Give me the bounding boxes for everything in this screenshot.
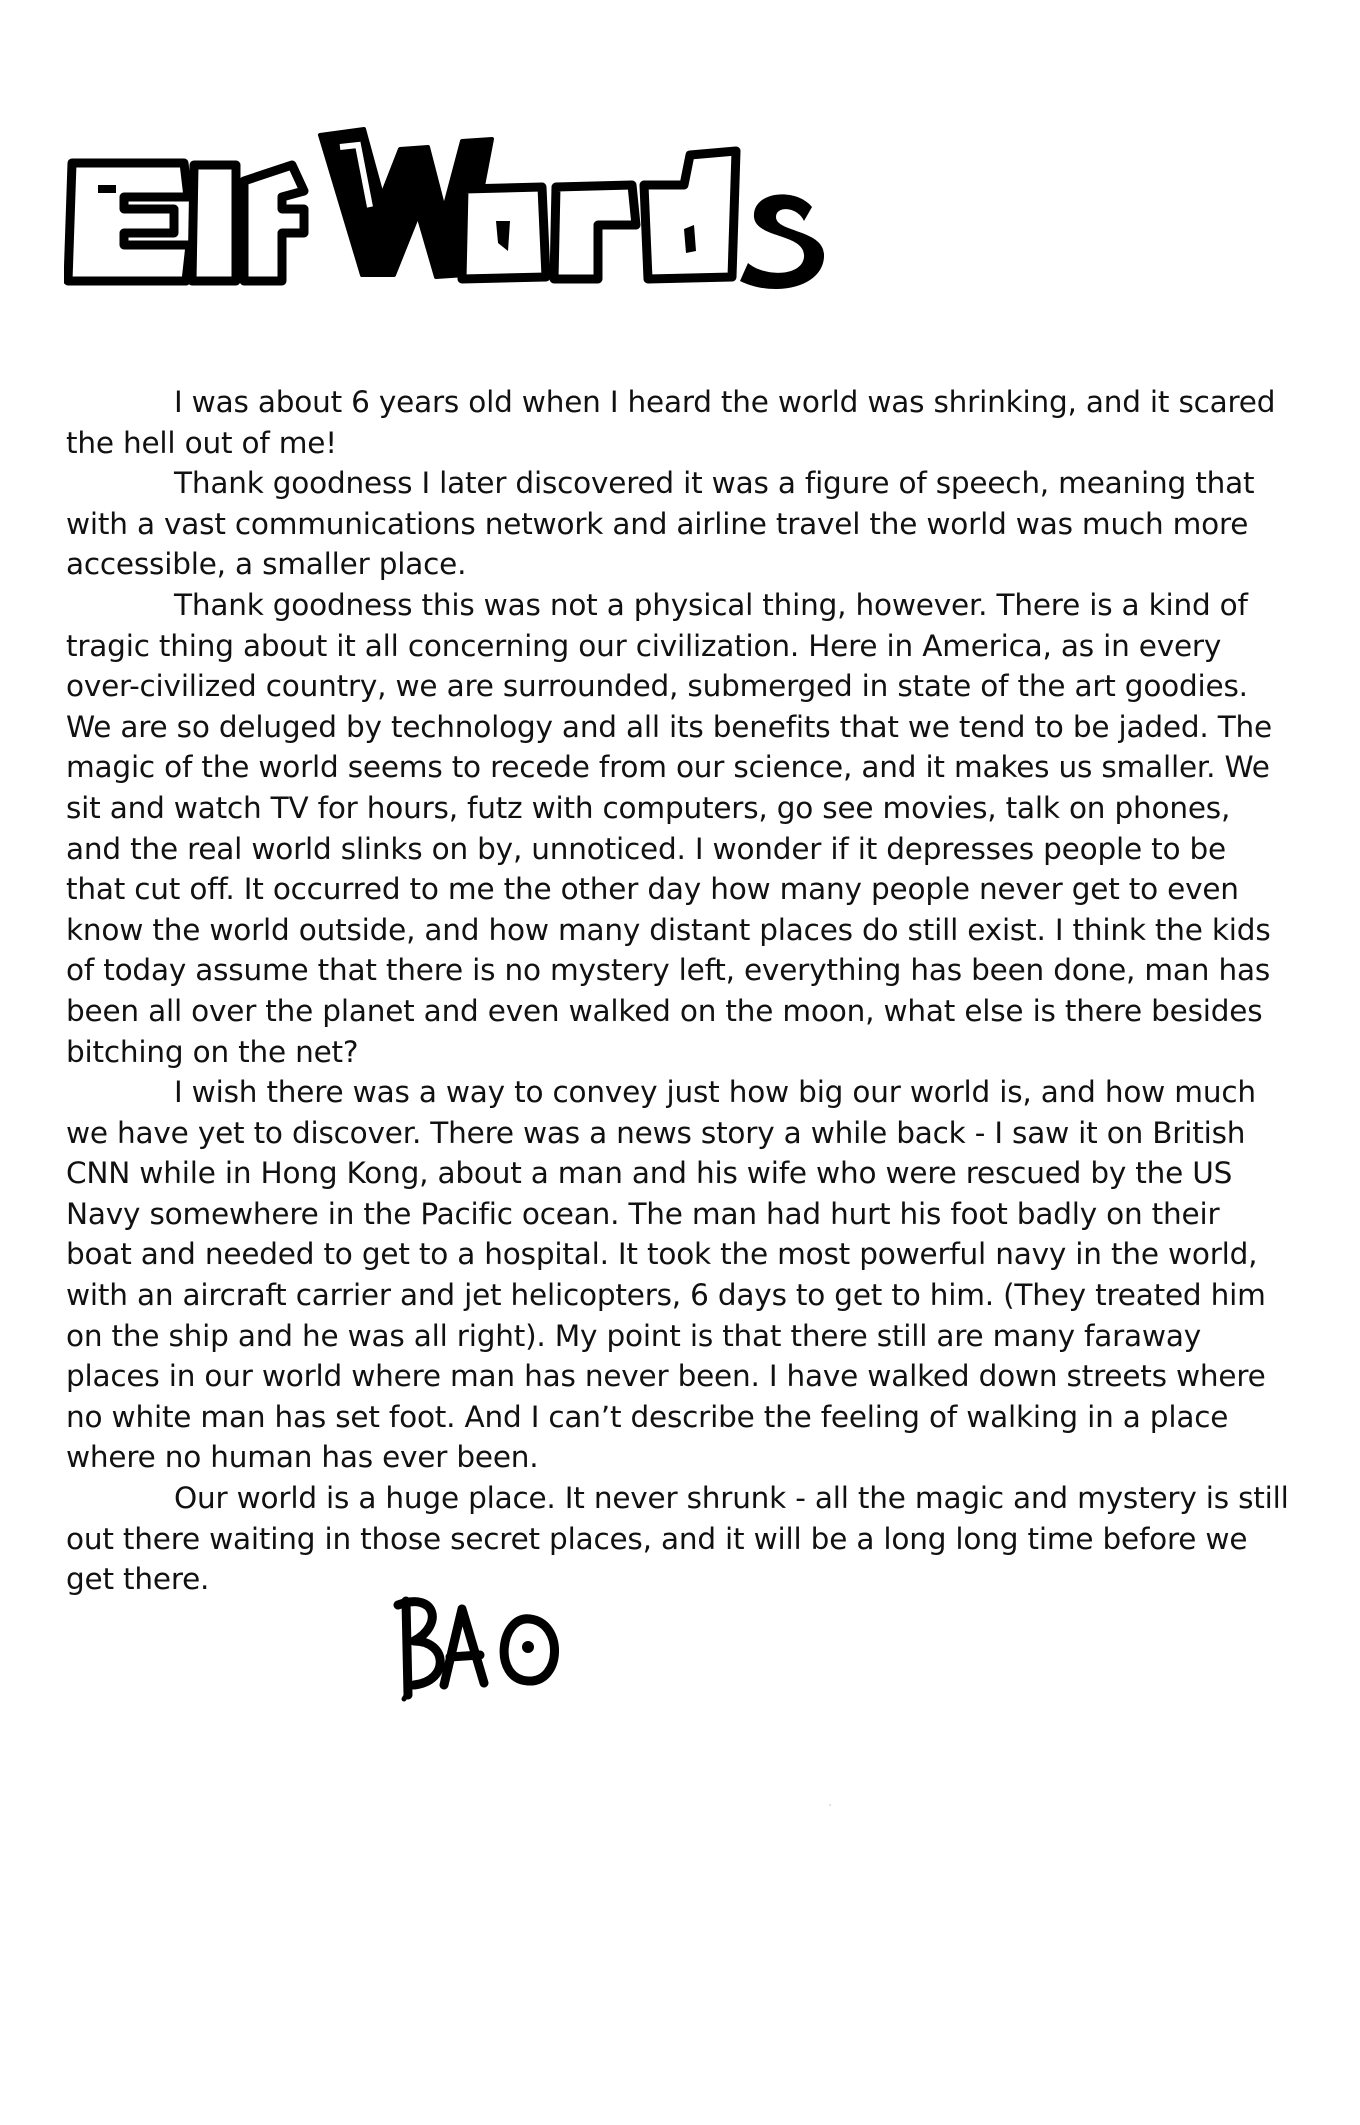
article-body [66, 382, 1292, 1600]
paper-speck [829, 1804, 831, 1806]
logo-letter-l [192, 165, 236, 281]
logo-letter-o [462, 187, 546, 279]
logo-letter-e [68, 163, 190, 281]
logo-letter-d [644, 151, 736, 279]
signature-graphic [392, 1585, 572, 1705]
logo-letter-f [244, 165, 304, 281]
elfwords-logo-graphic [64, 125, 824, 295]
logo-letter-s [740, 194, 824, 289]
article-paragraph: I wish there was a way to convey just how big our world is, and how much we have yet to discover. There was a news story a while back - I saw it on British CNN while in Hong Kong, about a man and his wife who were rescued by the US Navy somewhere in the Pacific ocean. The man had hurt his foot badly on their boat and needed to get to a hospital. It took the most powerful navy in the world, with an aircraft carrier and jet helicopters, 6 days to get to him. (They treated him on the ship and he was all right). My point is that there still are many faraway places in our world where man has never been. I have walked down streets where no white man has set foot. And I can’t describe the feeling of walking in a place where no human has ever been. [66, 1075, 1266, 1475]
logo-letter-r [554, 185, 636, 279]
article-paragraph: Thank goodness I later discovered it was a figure of speech, meaning that with a vast communications network and airline travel the world was much more accessible, a smaller place. [66, 466, 1255, 582]
article-paragraph: Our world is a huge place. It never shrunk - all the magic and mystery is still out there waiting in those secret places, and it will be a long long time before we get there. [66, 1481, 1289, 1597]
elfwords-logo [64, 125, 824, 295]
article-paragraph: Thank goodness this was not a physical thing, however. There is a kind of tragic thing about it all concerning our civilization. Here in America, as in every over-civilized country, we are surrounded, submerged in state of the art goodies. We are so deluged by technology and all its benefits that we tend to be jaded. The magic of the world seems to recede from our science, and it makes us smaller. We sit and watch TV for hours, futz with computers, go see movies, talk on phones, and the real world slinks on by, unnoticed. I wonder if it depresses people to be that cut off. It occurred to me the other day how many people never get to even know the world outside, and how many distant places do still exist. I think the kids of today assume that there is no mystery left, everything has been done, man has been all over the planet and even walked on the moon, what else is there besides bitching on the net? [66, 587, 1272, 1069]
article-paragraph: I was about 6 years old when I heard the world was shrinking, and it scared the hell out of me! [66, 385, 1276, 460]
signature [392, 1585, 572, 1705]
